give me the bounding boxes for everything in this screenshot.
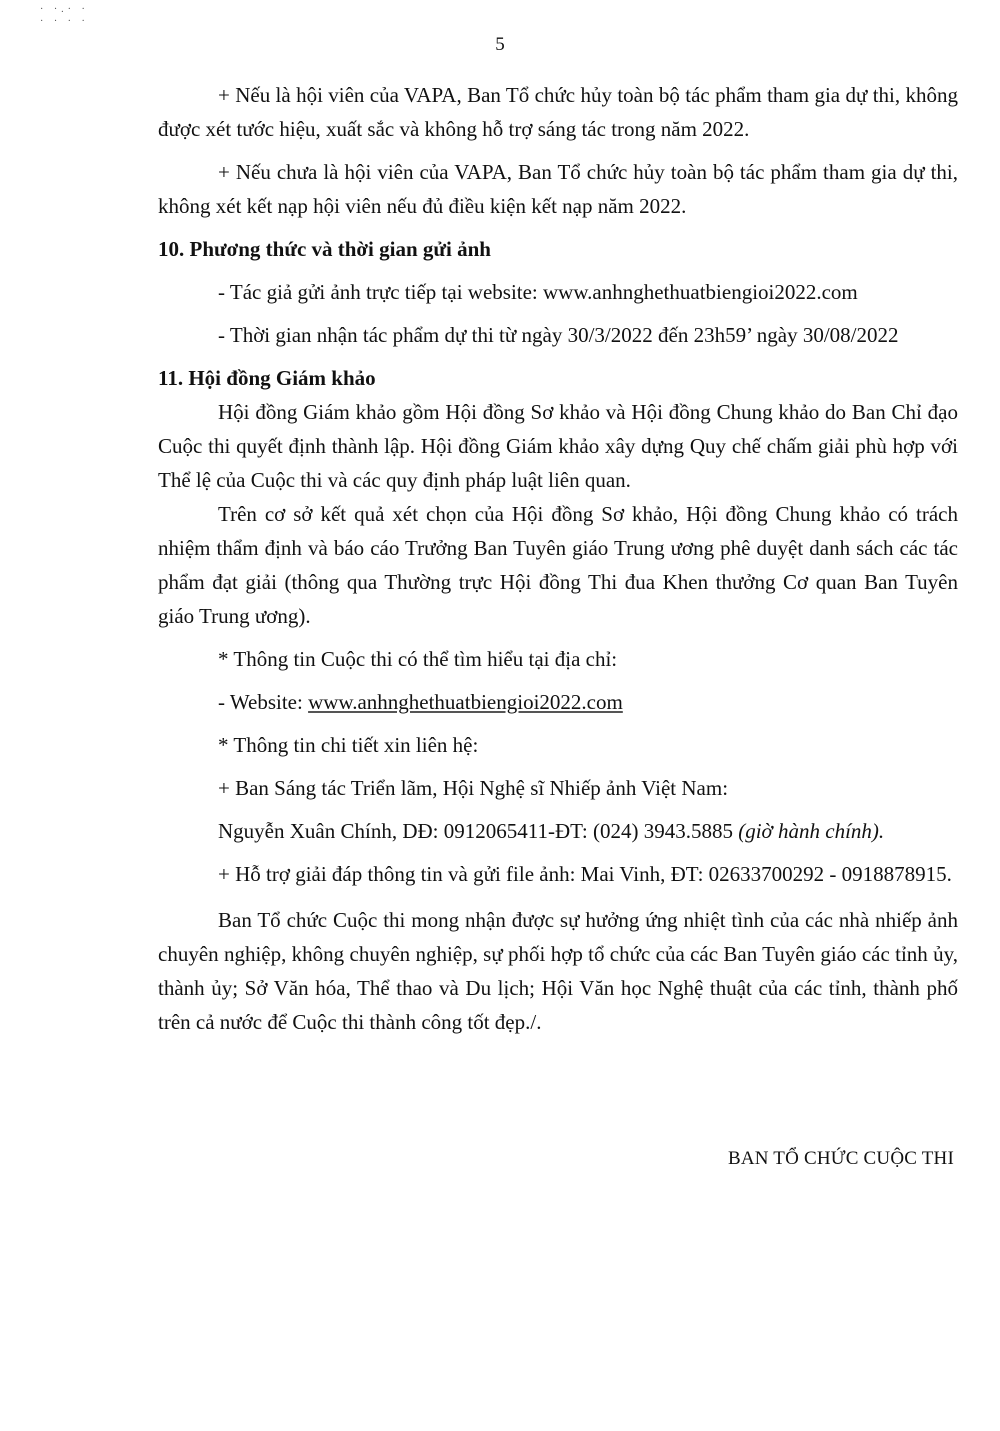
paragraph-jury-composition: Hội đồng Giám khảo gồm Hội đồng Sơ khảo và Hội đồng Chung khảo do Ban Chỉ đạo Cuộc thi quyết định thành lập. Hội đồng Giám khảo xây dựng Quy chế chấm giải phù hợp với Thể lệ của Cuộc thi và các quy định pháp luật liên quan.	[158, 400, 958, 492]
page-number: 5	[495, 34, 505, 55]
organizer-signature: BAN TỔ CHỨC CUỘC THI	[727, 1148, 954, 1169]
contact-details: Nguyễn Xuân Chính, DĐ: 0912065411-ĐT: (024) 3943.5885	[218, 819, 739, 843]
website-label: - Website:	[218, 690, 309, 714]
website-link[interactable]: www.anhnghethuatbiengioi2022.com	[308, 690, 623, 714]
office-hours-note: (giờ hành chính).	[738, 819, 885, 843]
paragraph-jury-duties: Trên cơ sở kết quả xét chọn của Hội đồng Sơ khảo, Hội đồng Chung khảo có trách nhiệm thẩm định và báo cáo Trưởng Ban Tuyên giáo Trung ương phê duyệt danh sách các tác phẩm đạt giải (thông qua Thường trực Hội đồng Thi đua Khen thưởng Cơ quan Ban Tuyên giáo Trung ương).	[158, 502, 958, 628]
paragraph-contact-person	[158, 814, 958, 848]
scan-specks: · ·.· · · · · ·	[40, 4, 89, 27]
paragraph-contact-org: + Ban Sáng tác Triển lãm, Hội Nghệ sĩ Nhiếp ảnh Việt Nam:	[218, 776, 729, 800]
heading-section-11: 11. Hội đồng Giám khảo	[158, 366, 376, 390]
paragraph-contact-heading: * Thông tin chi tiết xin liên hệ:	[218, 733, 479, 757]
document-body	[158, 78, 958, 1039]
heading-section-10: 10. Phương thức và thời gian gửi ảnh	[158, 237, 491, 261]
paragraph-non-member: + Nếu chưa là hội viên của VAPA, Ban Tổ chức hủy toàn bộ tác phẩm tham gia dự thi, không xét kết nạp hội viên nếu đủ điều kiện kết nạp năm 2022.	[158, 160, 958, 218]
paragraph-website	[158, 685, 958, 719]
paragraph-closing: Ban Tổ chức Cuộc thi mong nhận được sự hưởng ứng nhiệt tình của các nhà nhiếp ảnh chuyên nghiệp, không chuyên nghiệp, sự phối hợp tổ chức của các Ban Tuyên giáo các tỉnh ủy, thành ủy; Sở Văn hóa, Thể thao và Du lịch; Hội Văn học Nghệ thuật của các tỉnh, thành phố trên cả nước để Cuộc thi thành công tốt đẹp./.	[158, 908, 958, 1034]
paragraph-support-contact: + Hỗ trợ giải đáp thông tin và gửi file ảnh: Mai Vinh, ĐT: 02633700292 - 0918878915.	[218, 862, 952, 886]
paragraph-vapa-member: + Nếu là hội viên của VAPA, Ban Tổ chức hủy toàn bộ tác phẩm tham gia dự thi, không được xét tước hiệu, xuất sắc và không hỗ trợ sáng tác trong năm 2022.	[158, 83, 958, 141]
paragraph-info-address: * Thông tin Cuộc thi có thể tìm hiểu tại địa chỉ:	[218, 647, 618, 671]
paragraph-submission-period: - Thời gian nhận tác phẩm dự thi từ ngày 30/3/2022 đến 23h59’ ngày 30/08/2022	[218, 323, 899, 347]
paragraph-submit-website: - Tác giả gửi ảnh trực tiếp tại website: www.anhnghethuatbiengioi2022.com	[218, 280, 858, 304]
